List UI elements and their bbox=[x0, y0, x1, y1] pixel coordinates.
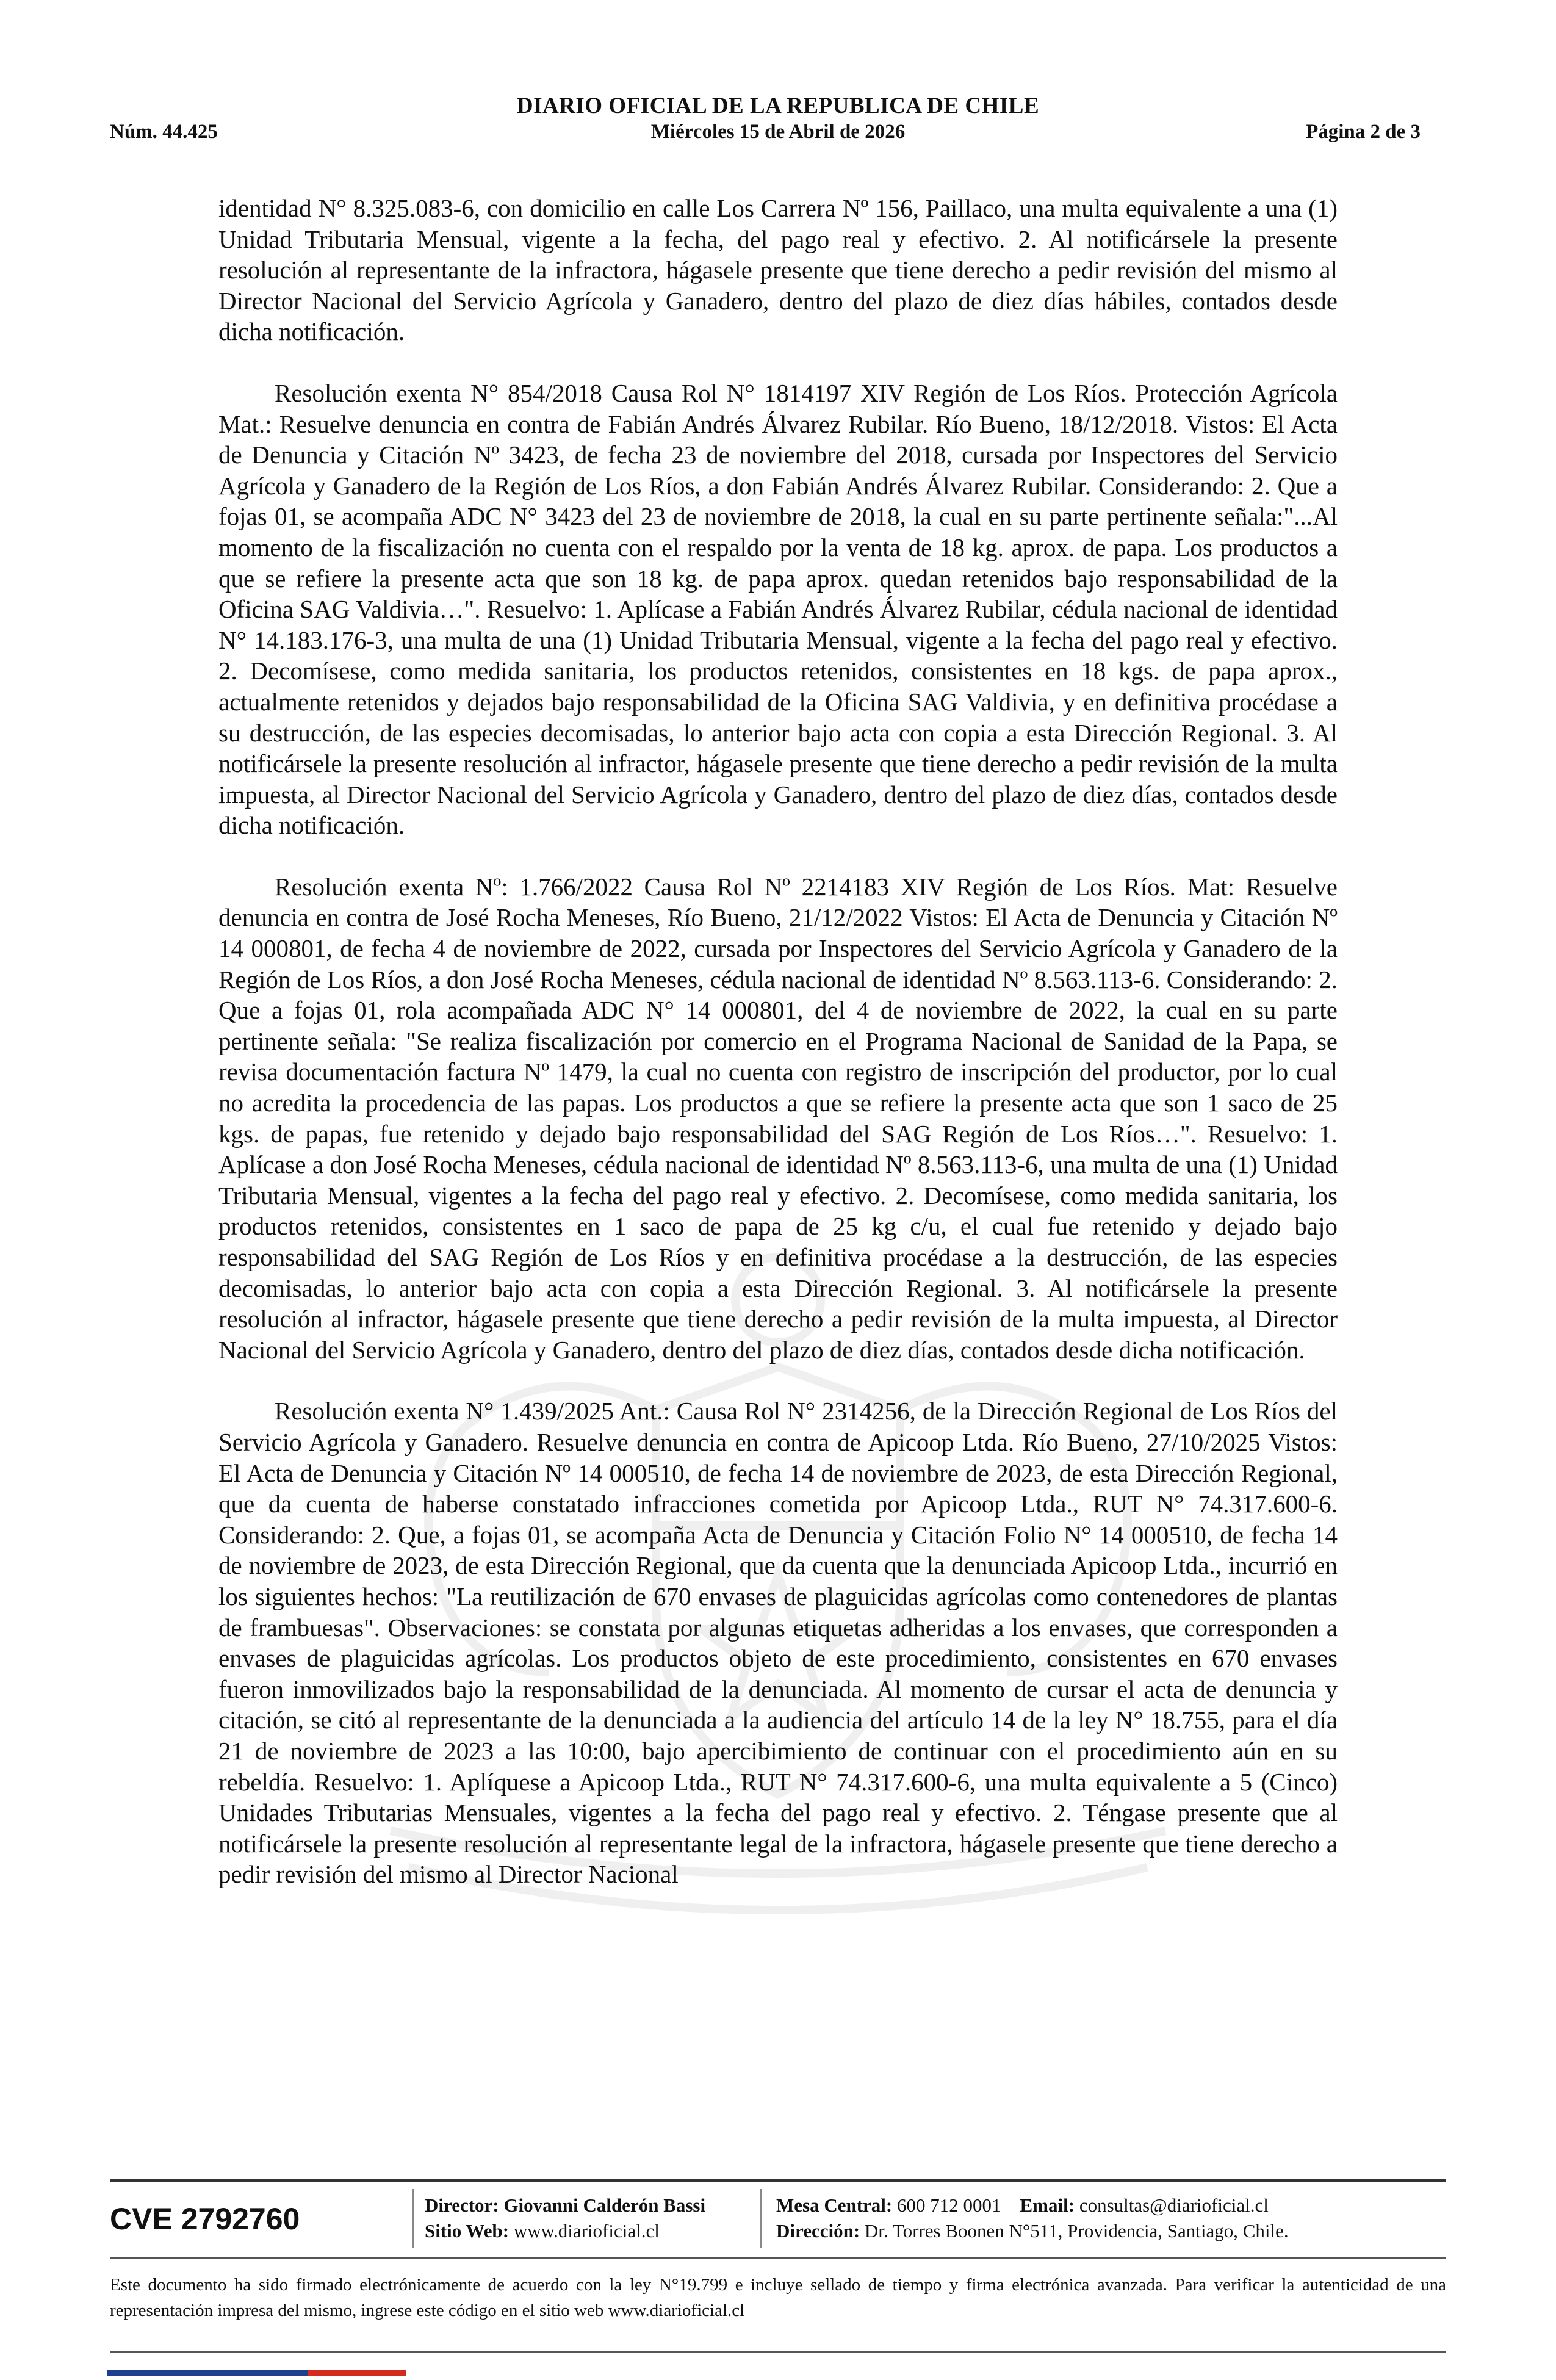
body-paragraph-continued: identidad N° 8.325.083-6, con domicilio en calle Los Carrera Nº 156, Paillaco, una multa equivalente a una (1) Unidad Tributaria Mensual, vigente a la fecha, del pago real y efectivo. 2. Al notificársele la presente resolución al representante de la infractora, hágasele presente que tiene derecho a pedir revisión del mismo al Director Nacional del Servicio Agrícola y Ganadero, dentro del plazo de diez días hábiles, contados desde dicha notificación. bbox=[218, 194, 1338, 346]
phone-number: 600 712 0001 bbox=[897, 2194, 1001, 2216]
website-label: Sitio Web: bbox=[425, 2220, 510, 2241]
phone-label: Mesa Central: bbox=[776, 2194, 893, 2216]
flag-blue-segment bbox=[107, 2370, 308, 2376]
page-indicator: Página 2 de 3 bbox=[1306, 121, 1421, 143]
email-label: Email: bbox=[1020, 2194, 1075, 2216]
address-text: Dr. Torres Boonen N°511, Providencia, Santiago, Chile. bbox=[864, 2220, 1289, 2241]
flag-color-bar bbox=[107, 2370, 406, 2376]
issue-number: Núm. 44.425 bbox=[110, 121, 218, 143]
footer-director-block bbox=[425, 2193, 705, 2244]
publication-title: DIARIO OFICIAL DE LA REPUBLICA DE CHILE bbox=[516, 93, 1040, 118]
footer-separator bbox=[412, 2189, 414, 2248]
address-label: Dirección: bbox=[776, 2220, 860, 2241]
document-body bbox=[218, 193, 1338, 1920]
issue-date: Miércoles 15 de Abril de 2026 bbox=[650, 121, 906, 143]
page-footer bbox=[110, 2176, 1446, 2371]
cve-code: CVE 2792760 bbox=[110, 2202, 300, 2236]
website-link[interactable]: www.diarioficial.cl bbox=[513, 2220, 660, 2241]
flag-red-segment bbox=[308, 2370, 406, 2376]
footer-contact-block bbox=[776, 2193, 1289, 2244]
resolution-854-2018: Resolución exenta N° 854/2018 Causa Rol N° 1814197 XIV Región de Los Ríos. Protección Agrícola Mat.: Resuelve denuncia en contra de Fabián Andrés Álvarez Rubilar. Río Bueno, 18/12/2018. Vistos: El Acta de Denuncia y Citación Nº 3423, de fecha 23 de noviembre del 2018, cursada por Inspectores del Servicio Agrícola y Ganadero de la Región de Los Ríos, a don Fabián Andrés Álvarez Rubilar. Considerando: 2. Que a fojas 01, se acompaña ADC N° 3423 del 23 de noviembre de 2018, la cual en su parte pertinente señala:"...Al momento de la fiscalización no cuenta con el respaldo por la venta de 18 kg. aprox. de papa. Los productos a que se refiere la presente acta que son 18 kg. de papa aprox. quedan retenidos bajo responsabilidad de la Oficina SAG Valdivia…". Resuelvo: 1. Aplícase a Fabián Andrés Álvarez Rubilar, cédula nacional de identidad N° 14.183.176-3, una multa de una (1) Unidad Tributaria Mensual, vigente a la fecha del pago real y efectivo. 2. Decomísese, como medida sanitaria, los productos retenidos, consistentes en 18 kgs. de papa aprox., actualmente retenidos y dejados bajo responsabilidad de la Oficina SAG Valdivia, y en definitiva procédase a su destrucción, de las especies decomisadas, lo anterior bajo acta con copia a esta Dirección Regional. 3. Al notificársele la presente resolución al infractor, hágasele presente que tiene derecho a pedir revisión de la multa impuesta, al Director Nacional del Servicio Agrícola y Ganadero, dentro del plazo de diez días, contados desde dicha notificación. bbox=[218, 378, 1338, 840]
electronic-signature-note: Este documento ha sido firmado electrónicamente de acuerdo con la ley N°19.799 e incluye sellado de tiempo y firma electrónica avanzada. Para verificar la autenticidad de una representación impresa del mismo, ingrese este código en el sitio web www.diarioficial.cl bbox=[110, 2275, 1446, 2320]
director-label: Director: bbox=[425, 2194, 499, 2216]
footer-middle-rule bbox=[110, 2257, 1446, 2259]
page-header bbox=[0, 0, 1556, 159]
resolution-1439-2025: Resolución exenta N° 1.439/2025 Ant.: Causa Rol N° 2314256, de la Dirección Regional de Los Ríos del Servicio Agrícola y Ganadero. Resuelve denuncia en contra de Apicoop Ltda. Río Bueno, 27/10/2025 Vistos: El Acta de Denuncia y Citación Nº 14 000510, de fecha 14 de noviembre de 2023, de esta Dirección Regional, que da cuenta de haberse constatado infracciones cometida por Apicoop Ltda., RUT N° 74.317.600-6. Considerando: 2. Que, a fojas 01, se acompaña Acta de Denuncia y Citación Folio N° 14 000510, de fecha 14 de noviembre de 2023, de esta Dirección Regional, que da cuenta que la denunciada Apicoop Ltda., incurrió en los siguientes hechos: "La reutilización de 670 envases de plaguicidas agrícolas como contenedores de plantas de frambuesas". Observaciones: se constata por algunas etiquetas adheridas a los envases, que corresponden a envases de plaguicidas agrícolas. Los productos objeto de este procedimiento, consistentes en 670 envases fueron inmovilizados bajo la responsabilidad de la denunciada. Al momento de cursar el acta de denuncia y citación, se citó al representante de la denunciada a la audiencia del artículo 14 de la ley N° 18.755, para el día 21 de noviembre de 2023 a las 10:00, bajo apercibimiento de continuar con el procedimiento aún en su rebeldía. Resuelvo: 1. Aplíquese a Apicoop Ltda., RUT N° 74.317.600-6, una multa equivalente a 5 (Cinco) Unidades Tributarias Mensuales, vigentes a la fecha del pago real y efectivo. 2. Téngase presente que al notificársele la presente resolución al representante legal de la infractora, hágasele presente que tiene derecho a pedir revisión del mismo al Director Nacional bbox=[218, 1397, 1338, 1889]
footer-bottom-rule bbox=[110, 2351, 1446, 2353]
footer-separator bbox=[760, 2189, 762, 2248]
footer-top-rule bbox=[110, 2179, 1446, 2182]
email-link[interactable]: consultas@diarioficial.cl bbox=[1079, 2194, 1269, 2216]
resolution-1766-2022: Resolución exenta Nº: 1.766/2022 Causa Rol Nº 2214183 XIV Región de Los Ríos. Mat: Resuelve denuncia en contra de José Rocha Meneses, Río Bueno, 21/12/2022 Vistos: El Acta de Denuncia y Citación Nº 14 000801, de fecha 4 de noviembre de 2022, cursada por Inspectores del Servicio Agrícola y Ganadero de la Región de Los Ríos, a don José Rocha Meneses, cédula nacional de identidad Nº 8.563.113-6. Considerando: 2. Que a fojas 01, rola acompañada ADC N° 14 000801, del 4 de noviembre de 2022, la cual en su parte pertinente señala: "Se realiza fiscalización por comercio en el Programa Nacional de Sanidad de la Papa, se revisa documentación factura Nº 1479, la cual no cuenta con registro de inscripción del productor, por lo cual no acredita la procedencia de las papas. Los productos a que se refiere la presente acta que son 1 saco de 25 kgs. de papas, fue retenido y dejado bajo responsabilidad del SAG Región de Los Ríos…". Resuelvo: 1. Aplícase a don José Rocha Meneses, cédula nacional de identidad Nº 8.563.113-6, una multa de una (1) Unidad Tributaria Mensual, vigentes a la fecha del pago real y efectivo. 2. Decomísese, como medida sanitaria, los productos retenidos, consistentes en 1 saco de papa de 25 kg c/u, el cual fue retenido y dejado bajo responsabilidad del SAG Región de Los Ríos y en definitiva procédase a la destrucción, de las especies decomisadas, lo anterior bajo acta con copia a esta Dirección Regional. 3. Al notificársele la presente resolución al infractor, hágasele presente que tiene derecho a pedir revisión de la multa impuesta, al Director Nacional del Servicio Agrícola y Ganadero, dentro del plazo de diez días, contados desde dicha notificación. bbox=[218, 872, 1338, 1364]
director-name: Giovanni Calderón Bassi bbox=[503, 2194, 706, 2216]
